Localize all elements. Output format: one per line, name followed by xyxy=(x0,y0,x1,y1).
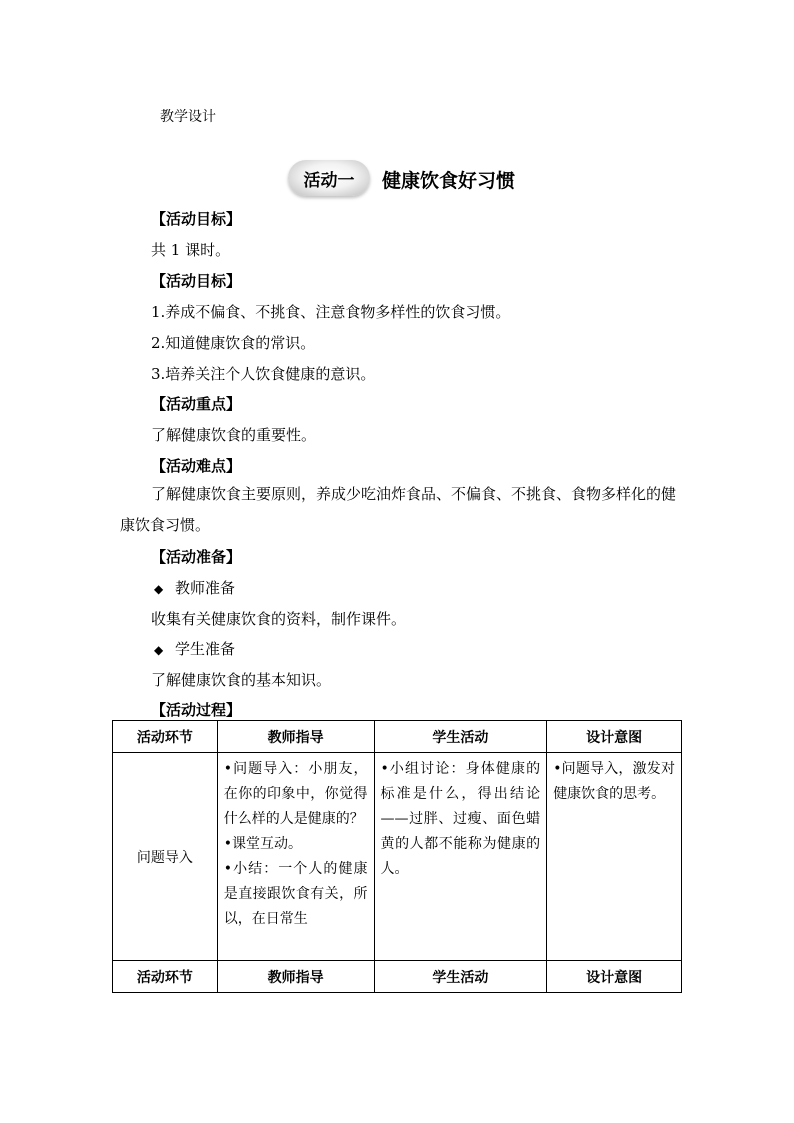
footer-header-teacher: 教师指导 xyxy=(217,961,374,993)
col-header-stage: 活动环节 xyxy=(113,721,218,753)
section-heading-goals-2: 【活动目标】 xyxy=(151,272,242,290)
duration-text: 共 1 课时。 xyxy=(151,241,231,259)
student-prep-text: 了解健康饮食的基本知识。 xyxy=(151,671,332,689)
section-heading-goals: 【活动目标】 xyxy=(151,210,242,228)
goal-item-1: 1.养成不偏食、不挑食、注意食物多样性的饮食习惯。 xyxy=(151,303,511,321)
footer-header-intent: 设计意图 xyxy=(547,961,682,993)
header-label: 教学设计 xyxy=(160,109,216,125)
diamond-bullet-icon: ◆ xyxy=(154,582,164,596)
diamond-bullet-icon: ◆ xyxy=(154,643,164,657)
cell-stage: 问题导入 xyxy=(113,753,218,961)
table-header-row xyxy=(113,721,682,753)
difficulty-text: 了解健康饮食主要原则，养成少吃油炸食品、不偏食、不挑食、食物多样化的健康饮食习惯。 xyxy=(120,485,677,534)
col-header-intent: 设计意图 xyxy=(547,721,682,753)
footer-header-stage: 活动环节 xyxy=(113,961,218,993)
key-point-text: 了解健康饮食的重要性。 xyxy=(151,426,317,444)
section-heading-difficulty: 【活动难点】 xyxy=(151,457,242,475)
cell-teacher: •问题导入：小朋友，在你的印象中，你觉得什么样的人是健康的？ •课堂互动。 •小结：一个人的健康是直接跟饮食有关，所以，在日常生 xyxy=(217,753,374,961)
table-row xyxy=(113,753,682,961)
col-header-teacher: 教师指导 xyxy=(217,721,374,753)
footer-header-student: 学生活动 xyxy=(374,961,547,993)
cell-student: •小组讨论：身体健康的标准是什么，得出结论——过胖、过瘦、面色蜡黄的人都不能称为健康的人。 xyxy=(374,753,547,961)
table-footer-header-row xyxy=(113,961,682,993)
student-prep-label: ◆ 学生准备 xyxy=(154,640,236,658)
title-pill-badge: 活动一 xyxy=(288,160,370,196)
activity-process-table xyxy=(112,720,682,993)
activity-title xyxy=(288,160,548,196)
goal-item-3: 3.培养关注个人饮食健康的意识。 xyxy=(151,365,376,383)
cell-intent: •问题导入，激发对健康饮食的思考。 xyxy=(547,753,682,961)
teacher-prep-label: ◆ 教师准备 xyxy=(154,579,236,597)
goal-item-2: 2.知道健康饮食的常识。 xyxy=(151,334,316,352)
teacher-prep-text: 收集有关健康饮食的资料，制作课件。 xyxy=(151,610,407,628)
title-text: 健康饮食好习惯 xyxy=(382,170,516,192)
section-heading-preparation: 【活动准备】 xyxy=(151,548,242,566)
section-heading-process: 【活动过程】 xyxy=(151,701,242,719)
col-header-student: 学生活动 xyxy=(374,721,547,753)
section-heading-key-point: 【活动重点】 xyxy=(151,395,242,413)
